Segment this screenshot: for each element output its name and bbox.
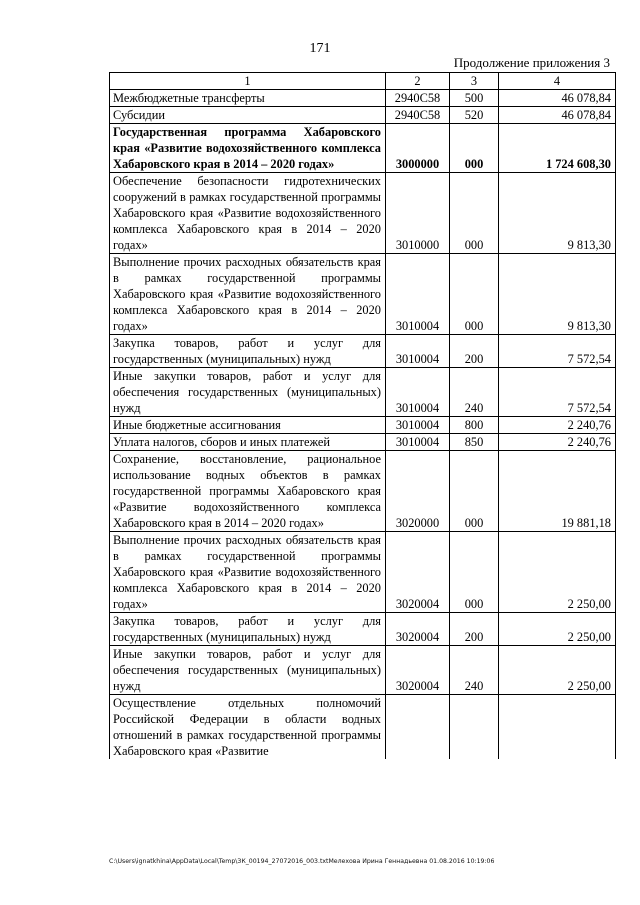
row-target-code: 3010004 [386,368,450,417]
row-name: Выполнение прочих расходных обязательств края в рамках государственной программы Хабаровского края «Развитие водохозяйственного комплекса Хабаровского края в 2014 – 2020 годах» [110,254,386,335]
row-expense-type: 240 [450,646,499,695]
row-sum: 2 240,76 [499,417,616,434]
table-row [110,532,616,613]
table-row-continued [110,695,616,760]
row-name: Уплата налогов, сборов и иных платежей [110,434,386,451]
row-sum: 2 250,00 [499,613,616,646]
row-sum: 7 572,54 [499,335,616,368]
row-sum: 2 240,76 [499,434,616,451]
row-target-code: 2940С58 [386,90,450,107]
row-name: Иные бюджетные ассигнования [110,417,386,434]
row-target-code: 3010004 [386,335,450,368]
row-target-code [386,695,450,760]
continuation-label: Продолжение приложения 3 [453,55,610,70]
table-row [110,613,616,646]
table-row [110,434,616,451]
table-row [110,335,616,368]
row-expense-type: 240 [450,368,499,417]
row-sum: 7 572,54 [499,368,616,417]
row-name: Сохранение, восстановление, рациональное использование водных объектов в рамках государственной программы Хабаровского края «Развитие водохозяйственного комплекса Хабаровского края в 2014 – 2020 годах» [110,451,386,532]
table-row [110,90,616,107]
row-name: Государственная программа Хабаровского края «Развитие водохозяйственного комплекса Хабаровского края в 2014 – 2020 годах» [110,124,386,173]
row-expense-type: 000 [450,532,499,613]
row-target-code: 3020000 [386,451,450,532]
header-col-1: 1 [110,73,386,90]
row-target-code: 3010000 [386,173,450,254]
table-row [110,107,616,124]
table-row [110,173,616,254]
row-expense-type: 000 [450,124,499,173]
row-target-code: 3020004 [386,532,450,613]
row-expense-type: 500 [450,90,499,107]
row-expense-type: 800 [450,417,499,434]
row-name: Межбюджетные трансферты [110,90,386,107]
row-sum: 2 250,00 [499,532,616,613]
row-expense-type: 000 [450,254,499,335]
header-col-3: 3 [450,73,499,90]
row-sum: 46 078,84 [499,107,616,124]
row-name: Иные закупки товаров, работ и услуг для обеспечения государственных (муниципальных) нужд [110,646,386,695]
row-expense-type: 000 [450,173,499,254]
row-name: Обеспечение безопасности гидротехнических сооружений в рамках государственной программы Хабаровского края «Развитие водохозяйственного комплекса Хабаровского края в 2014 – 2020 годах» [110,173,386,254]
row-expense-type: 200 [450,335,499,368]
table-row-program [110,124,616,173]
row-expense-type: 520 [450,107,499,124]
row-sum: 9 813,30 [499,254,616,335]
row-target-code: 3020004 [386,613,450,646]
header-col-4: 4 [499,73,616,90]
table-row [110,451,616,532]
row-name: Закупка товаров, работ и услуг для государственных (муниципальных) нужд [110,335,386,368]
footer-file-path: C:\Users\ignatkhina\AppData\Local\Temp\ЗК_00194_27072016_003.txtМелехова Ирина Геннадьевна 01.08.2016 10:19:06 [109,858,495,865]
table-row [110,254,616,335]
header-col-2: 2 [386,73,450,90]
row-name: Субсидии [110,107,386,124]
row-sum: 46 078,84 [499,90,616,107]
row-expense-type [450,695,499,760]
row-name: Иные закупки товаров, работ и услуг для обеспечения государственных (муниципальных) нужд [110,368,386,417]
row-target-code: 3000000 [386,124,450,173]
row-target-code: 3010004 [386,417,450,434]
row-target-code: 3010004 [386,254,450,335]
page-number: 171 [309,41,331,56]
row-name: Осуществление отдельных полномочий Российской Федерации в области водных отношений в рамках государственной программы Хабаровского края «Развитие [110,695,386,760]
row-sum: 2 250,00 [499,646,616,695]
row-name: Выполнение прочих расходных обязательств края в рамках государственной программы Хабаровского края «Развитие водохозяйственного комплекса Хабаровского края в 2014 – 2020 годах» [110,532,386,613]
row-sum: 19 881,18 [499,451,616,532]
row-expense-type: 200 [450,613,499,646]
row-expense-type: 000 [450,451,499,532]
table-row [110,646,616,695]
row-sum [499,695,616,760]
table-row [110,368,616,417]
table-row [110,417,616,434]
row-sum: 9 813,30 [499,173,616,254]
row-expense-type: 850 [450,434,499,451]
row-target-code: 3020004 [386,646,450,695]
table-header-row [110,73,616,90]
row-target-code: 3010004 [386,434,450,451]
row-sum: 1 724 608,30 [499,124,616,173]
row-name: Закупка товаров, работ и услуг для государственных (муниципальных) нужд [110,613,386,646]
budget-table [109,72,616,759]
row-target-code: 2940С58 [386,107,450,124]
